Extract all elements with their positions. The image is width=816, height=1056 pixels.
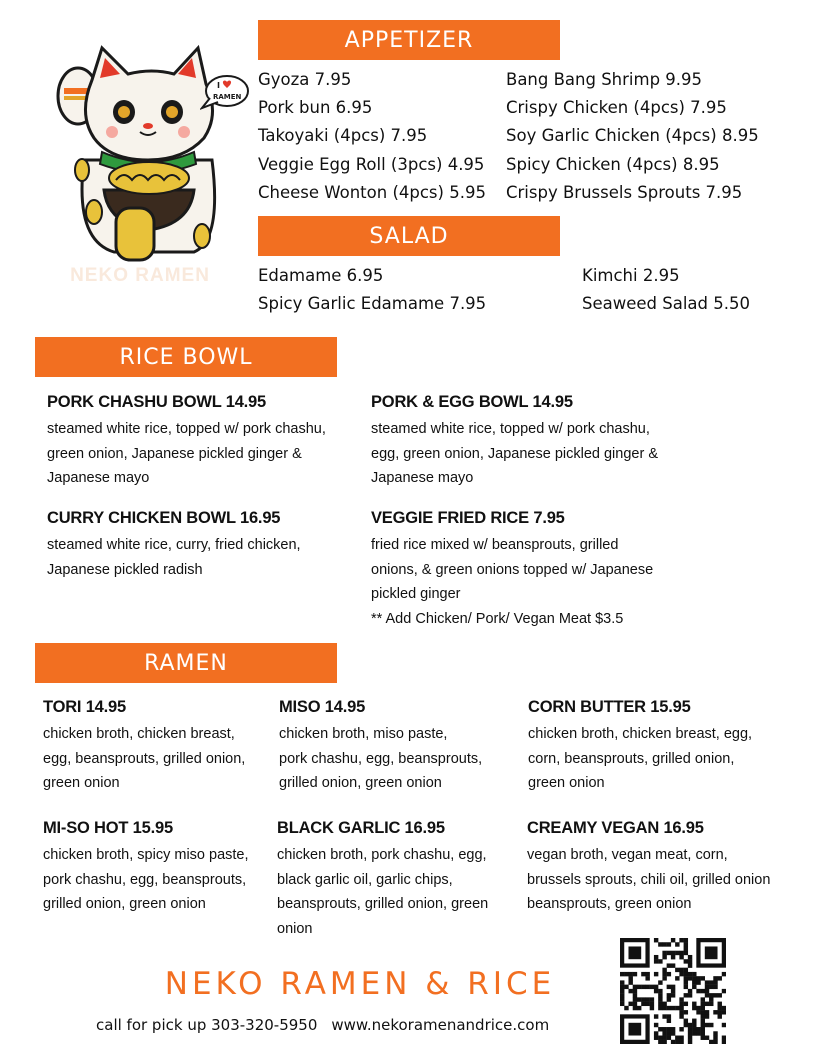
- item-description: [279, 722, 514, 796]
- item-description: [47, 417, 357, 491]
- pickup-phone: call for pick up 303-320-5950: [96, 1016, 318, 1034]
- item-description: [371, 533, 691, 631]
- item-description: [43, 843, 268, 917]
- desc-line: chicken broth, miso paste,: [279, 726, 448, 742]
- item-description: [528, 722, 793, 796]
- salad-heading: SALAD: [258, 216, 560, 256]
- desc-line: chicken broth, spicy miso paste,: [43, 847, 249, 863]
- desc-line: steamed white rice, topped w/ pork chashu,: [47, 421, 326, 437]
- desc-line: grilled onion, green onion: [43, 896, 206, 912]
- desc-line: green onion: [43, 775, 120, 791]
- menu-line: Gyoza 7.95: [258, 70, 352, 89]
- desc-line: beansprouts, green onion: [527, 896, 692, 912]
- menu-line: Crispy Chicken (4pcs) 7.95: [506, 98, 727, 117]
- menu-line: Spicy Chicken (4pcs) 8.95: [506, 155, 720, 174]
- menu-line: Takoyaki (4pcs) 7.95: [258, 126, 428, 145]
- desc-line: black garlic oil, garlic chips,: [277, 871, 453, 888]
- rice-bowl-heading: RICE BOWL: [35, 337, 337, 377]
- qr-code-icon[interactable]: [620, 938, 726, 1044]
- desc-line: grilled onion, green onion: [279, 775, 442, 791]
- item-title: VEGGIE FRIED RICE 7.95: [371, 509, 565, 527]
- desc-line: fried rice mixed w/ beansprouts, grilled: [371, 537, 619, 553]
- menu-line: Edamame 6.95: [258, 266, 384, 285]
- item-title: BLACK GARLIC 16.95: [277, 819, 445, 837]
- desc-line: vegan broth, vegan meat, corn,: [527, 847, 728, 863]
- desc-line: egg, beansprouts, grilled onion,: [43, 750, 246, 767]
- appetizer-heading: APPETIZER: [258, 20, 560, 60]
- desc-line: Japanese mayo: [47, 470, 150, 486]
- desc-line: steamed white rice, curry, fried chicken,: [47, 537, 301, 553]
- menu-item: [43, 698, 268, 796]
- menu-line: Spicy Garlic Edamame 7.95: [258, 294, 487, 313]
- item-title: MI-SO HOT 15.95: [43, 819, 173, 837]
- desc-line: steamed white rice, topped w/ pork chashu,: [371, 421, 650, 437]
- menu-line: Veggie Egg Roll (3pcs) 4.95: [258, 155, 485, 174]
- menu-line: Bang Bang Shrimp 9.95: [506, 70, 703, 89]
- desc-line: chicken broth, chicken breast, egg,: [528, 726, 753, 742]
- add-on-note: ** Add Chicken/ Pork/ Vegan Meat $3.5: [371, 610, 624, 627]
- desc-line: onion: [277, 920, 313, 937]
- menu-line: Seaweed Salad 5.50: [582, 294, 750, 313]
- menu-item: [279, 698, 514, 796]
- item-title: TORI 14.95: [43, 698, 126, 716]
- desc-line: Japanese mayo: [371, 470, 474, 486]
- menu-item: [371, 509, 691, 631]
- contact-line: [96, 1016, 549, 1034]
- restaurant-name: NEKO RAMEN & RICE: [164, 966, 556, 1002]
- item-description: [43, 722, 268, 796]
- desc-line: pickled ginger: [371, 586, 461, 602]
- item-description: [527, 843, 797, 917]
- menu-line: Crispy Brussels Sprouts 7.95: [506, 183, 743, 202]
- menu-line: Soy Garlic Chicken (4pcs) 8.95: [506, 126, 759, 145]
- menu-item: [43, 819, 268, 917]
- desc-line: green onion: [528, 775, 605, 791]
- menu-item: [527, 819, 797, 917]
- item-title: PORK CHASHU BOWL 14.95: [47, 393, 267, 411]
- svg-text:I: I: [217, 81, 220, 90]
- logo-wordmark: NEKO RAMEN: [70, 265, 210, 286]
- desc-line: chicken broth, pork chashu, egg,: [277, 847, 487, 863]
- menu-item: [47, 509, 357, 582]
- desc-line: Japanese pickled radish: [47, 561, 203, 578]
- item-description: [371, 417, 691, 491]
- item-title: MISO 14.95: [279, 698, 366, 716]
- speech-bubble-logo: [200, 72, 250, 112]
- item-title: CREAMY VEGAN 16.95: [527, 819, 704, 837]
- menu-line: Cheese Wonton (4pcs) 5.95: [258, 183, 486, 202]
- desc-line: egg, green onion, Japanese pickled ginger &: [371, 445, 658, 462]
- menu-item: [47, 393, 357, 491]
- desc-line: corn, beansprouts, grilled onion,: [528, 750, 735, 767]
- item-description: [277, 843, 517, 941]
- item-title: CURRY CHICKEN BOWL 16.95: [47, 509, 281, 527]
- item-title: CORN BUTTER 15.95: [528, 698, 691, 716]
- menu-item: [528, 698, 793, 796]
- desc-line: onions, & green onions topped w/ Japanese: [371, 561, 654, 578]
- desc-line: pork chashu, egg, beansprouts,: [279, 750, 483, 767]
- svg-text:RAMEN: RAMEN: [213, 93, 242, 101]
- menu-item: [371, 393, 691, 491]
- desc-line: chicken broth, chicken breast,: [43, 726, 235, 742]
- item-title: PORK & EGG BOWL 14.95: [371, 393, 573, 411]
- website-link[interactable]: www.nekoramenandrice.com: [331, 1016, 550, 1034]
- desc-line: pork chashu, egg, beansprouts,: [43, 871, 247, 888]
- menu-item: [277, 819, 517, 941]
- desc-line: brussels sprouts, chili oil, grilled onion: [527, 871, 771, 888]
- menu-line: Pork bun 6.95: [258, 98, 373, 117]
- item-description: [47, 533, 357, 582]
- desc-line: green onion, Japanese pickled ginger &: [47, 445, 302, 462]
- desc-line: beansprouts, grilled onion, green: [277, 896, 489, 912]
- menu-line: Kimchi 2.95: [582, 266, 680, 285]
- ramen-heading: RAMEN: [35, 643, 337, 683]
